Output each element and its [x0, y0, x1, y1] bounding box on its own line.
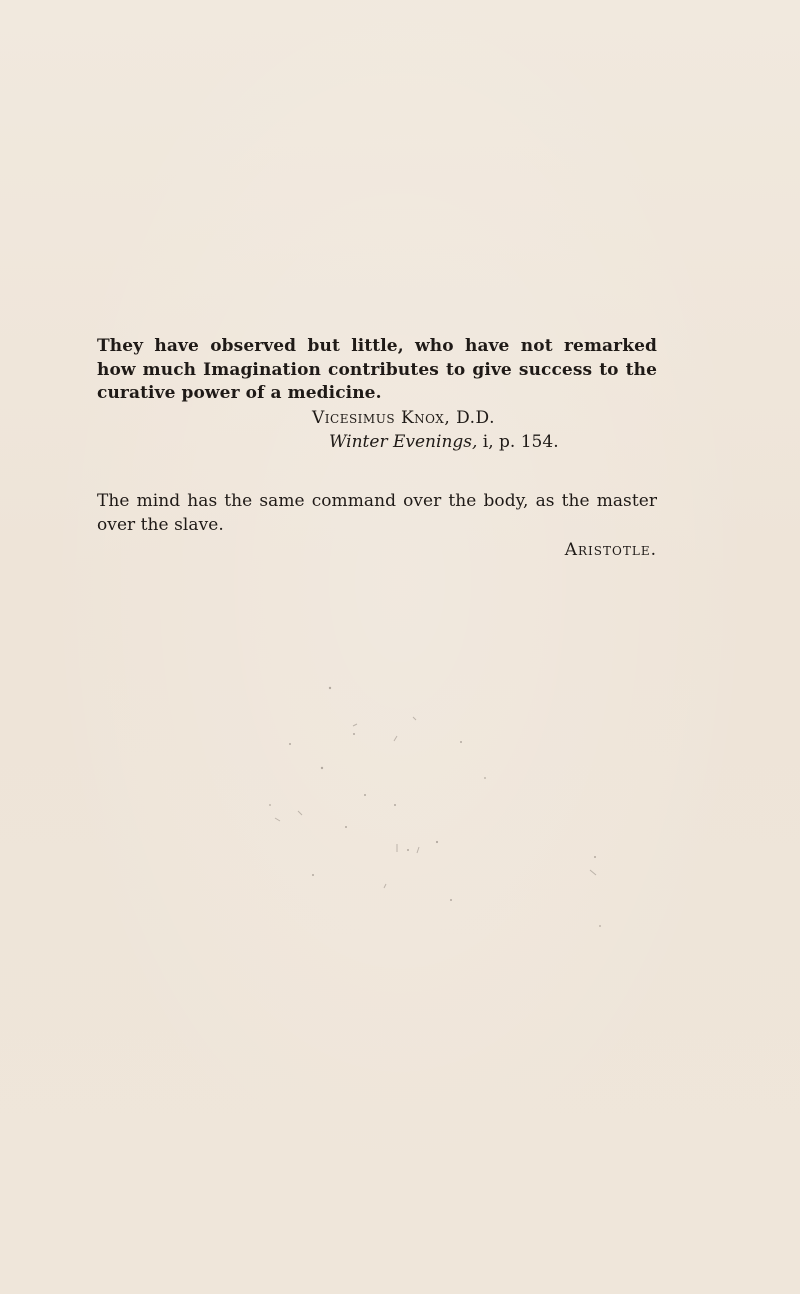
quote-source — [329, 430, 657, 454]
quote-text: The mind has the same command over the body, as the master over the slave. — [97, 491, 657, 535]
quote-author: Aristotle. — [564, 540, 657, 560]
source-title: Winter Evenings, — [329, 431, 478, 452]
epigraph-knox — [97, 335, 657, 454]
quote-text: They have observed but little, who have not remarked how much Imagination contributes to give success to the curative power of a medicine. — [97, 336, 657, 403]
epigraph-aristotle — [97, 490, 657, 562]
source-detail: i, p. 154. — [477, 431, 559, 452]
quote-author: Vicesimus Knox, D.D. — [312, 407, 495, 428]
